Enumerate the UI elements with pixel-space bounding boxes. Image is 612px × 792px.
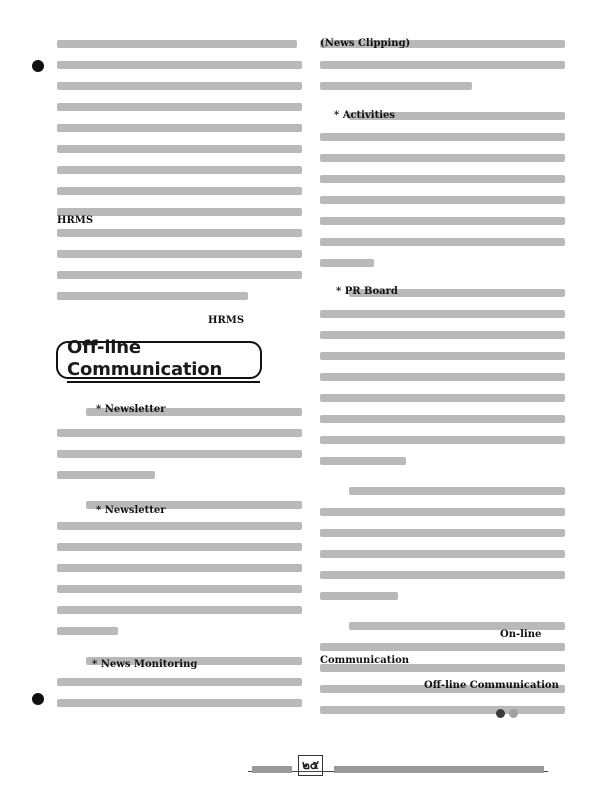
term-communication: Communication xyxy=(320,655,410,666)
term-newsletter-1: * Newsletter xyxy=(96,404,166,415)
section-heading: Off-line Communication xyxy=(67,337,260,383)
decorative-dots xyxy=(496,709,518,718)
paragraph-summary xyxy=(320,487,565,600)
term-news-clipping: (News Clipping) xyxy=(320,38,411,49)
footer-issue-info xyxy=(334,766,544,773)
left-column xyxy=(57,40,302,300)
term-activities: * Activities xyxy=(334,110,395,121)
term-online: On-line xyxy=(500,629,542,640)
dot-light xyxy=(509,709,518,718)
paragraph-hrms xyxy=(57,40,302,300)
term-hrms: HRMS xyxy=(57,215,94,226)
term-newsletter-2: * Newsletter xyxy=(96,505,166,516)
term-news-monitoring: * News Monitoring xyxy=(92,659,198,670)
dot-dark xyxy=(496,709,505,718)
term-pr-board: * PR Board xyxy=(336,286,398,297)
punch-hole-mark xyxy=(32,693,44,705)
section-heading-box xyxy=(56,337,262,380)
right-column xyxy=(320,40,565,714)
paragraph-newsletter-2 xyxy=(57,501,302,635)
punch-hole-mark xyxy=(32,60,44,72)
term-offline-communication: Off-line Communication xyxy=(424,680,559,691)
page-number: ๒๕ xyxy=(298,755,323,776)
paragraph-pr-board xyxy=(320,289,565,465)
term-hrms-2: HRMS xyxy=(208,315,245,326)
paragraph-activities xyxy=(320,112,565,267)
paragraph-newsletter-1 xyxy=(57,408,302,479)
footer-journal-name xyxy=(252,766,292,773)
